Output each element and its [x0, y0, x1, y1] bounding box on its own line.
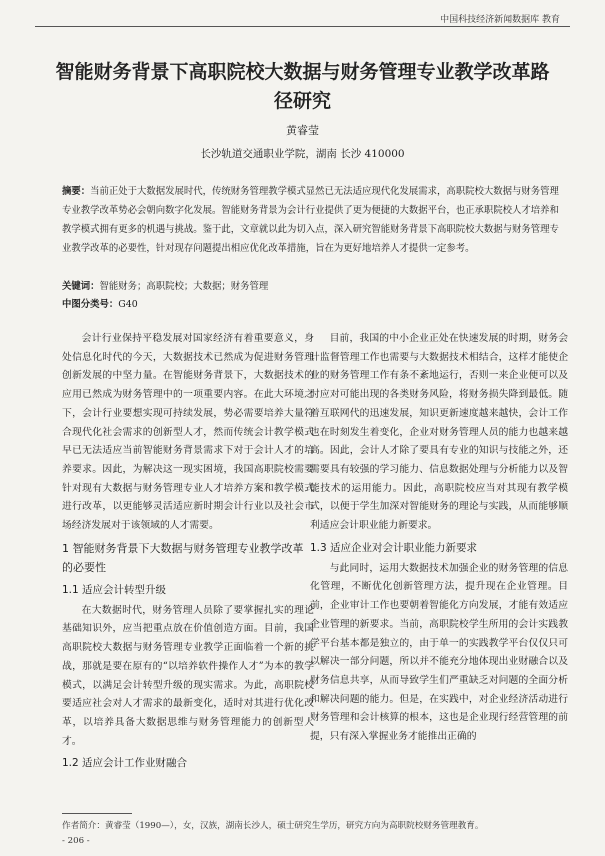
keywords: [62, 278, 559, 292]
keywords-text: 智能财务；高职院校；大数据；财务管理: [99, 281, 269, 292]
classification-label: 中图分类号：: [62, 299, 119, 310]
author-name: 黄睿莹: [286, 124, 319, 137]
page-number: - 206 -: [62, 836, 90, 846]
body-column-right: [310, 330, 568, 747]
abstract-label: 摘要：: [62, 186, 91, 197]
classification-number: [62, 296, 138, 310]
body-paragraph: 与此同时，运用大数据技术加强企业的财务管理的信息化管理，不断优化创新管理方法，提升现在企业管理。目前，企业审计工作也要朝着智能化方向发展，才能有效适应企业管理的新要求。当前，高职院校学生所用的会计实践教学平台基本都是独立的，由于单一的实践教学平台仅仅只可以解决一部分问题，所以并不能充分地体现出业财融合以及财务信息共享，从而导致学生们严重缺乏对问题的全面分析和解决问题的能力。但是，在实践中，对企业经济活动进行财务管理和会计核算的根本，这也是企业现行经营管理的前提，只有深入掌握业务才能推出正确的: [310, 562, 568, 743]
footnote-rule: [62, 813, 132, 814]
abstract: [62, 182, 559, 258]
body-paragraph: 在大数据时代，财务管理人员除了要掌握扎实的理论基础知识外，应当把重点放在价值创造方面。目前，我国高职院校大数据与财务管理专业教学正面临着一个新的挑战，那就是要在原有的“以培养软件操作人才”为本的教学模式，以满足会计转型升级的现实需求。为此，高职院校要适应社会对人才需求的最新变化，适时对其进行优化改革，以培养具备大数据思维与财务管理能力的创新型人才。: [62, 604, 314, 747]
body-paragraph: 会计行业保持平稳发展对国家经济有着重要意义，身处信息化时代的今天，大数据技术已然成为促进财务管理创新发展的中坚力量。在智能财务背景下，大数据技术的应用已然成为财务管理中的一项重要内容。在此大环境之下，会计行业要想实现可持续发展，势必需要培养大量符合现代化社会需求的创新型人才，然而传统会计教学模式早已无法适应当前智能财务背景需求下对于会计人才的培养要求。因此，为解决这一现实困境，我国高职院校需要针对现有大数据与财务管理专业人才培养方案和教学模式进行改革，以更能够灵活适应新时期会计行业以及社会市场经济发展对于该领域的人才需要。: [62, 333, 314, 532]
section-heading-1-3: 1.3 适应企业对会计职业能力新要求: [310, 541, 478, 554]
classification-text: G40: [118, 299, 138, 310]
section-heading-1: 1 智能财务背景下大数据与财务管理专业教学改革的必要性: [62, 541, 304, 574]
keywords-label: 关键词：: [62, 281, 100, 292]
author-footnote: 作者简介：黄睿莹（1990—），女，汉族，湖南长沙人，硕士研究生学历，研究方向为高职院校财务管理教育。: [62, 821, 484, 831]
header-rule: [35, 26, 570, 27]
section-heading-1-1: 1.1 适应会计转型升级: [62, 583, 167, 596]
running-head: 中国科技经济新闻数据库 教育: [440, 15, 560, 25]
section-heading-1-2: 1.2 适应会计工作业财融合: [62, 757, 188, 770]
author-affiliation: 长沙轨道交通职业学院，湖南 长沙 410000: [200, 148, 405, 160]
abstract-text: 当前正处于大数据发展时代，传统财务管理教学模式显然已无法适应现代化发展需求，高职院校大数据与财务管理专业教学改革势必会朝向数字化发展。智能财务背景为会计行业提供了更为便捷的大数据平台，也正承职院校人才培养和教学模式拥有更多的机遇与挑战。鉴于此，文章就以此为切入点，深入研究智能财务背景下高职院校大数据与财务管理专业教学改革的必要性，针对现存问题提出相应优化改革措施，旨在为更好地培养人才提供一定参考。: [62, 186, 559, 254]
body-paragraph: 目前，我国的中小企业正处在快速发展的时期，财务会计监督管理工作也需要与大数据技术相结合，这样才能使企业的财务管理工作有条不紊地运行，否则一来企业便可以及时应对可能出现的各类财务风险，将财务损失降到最低。随着互联网代的迅速发展，知识更新速度越来越快，会计工作也在时刻发生着变化，企业对财务管理人员的能力也越来越高。因此，会计人才除了要具有专业的知识与技能之外，还需要具有较强的学习能力、信息数据处理与分析能力以及智能技术的运用能力。因此，高职院校应当对其现有教学模式，以便于学生加深对智能财务的理论与实践，从而能够顺利适应会计职业能力新要求。: [310, 333, 568, 532]
body-column-left: [62, 330, 314, 775]
paper-title: 智能财务背景下高职院校大数据与财务管理专业教学改革路径研究: [55, 61, 550, 112]
